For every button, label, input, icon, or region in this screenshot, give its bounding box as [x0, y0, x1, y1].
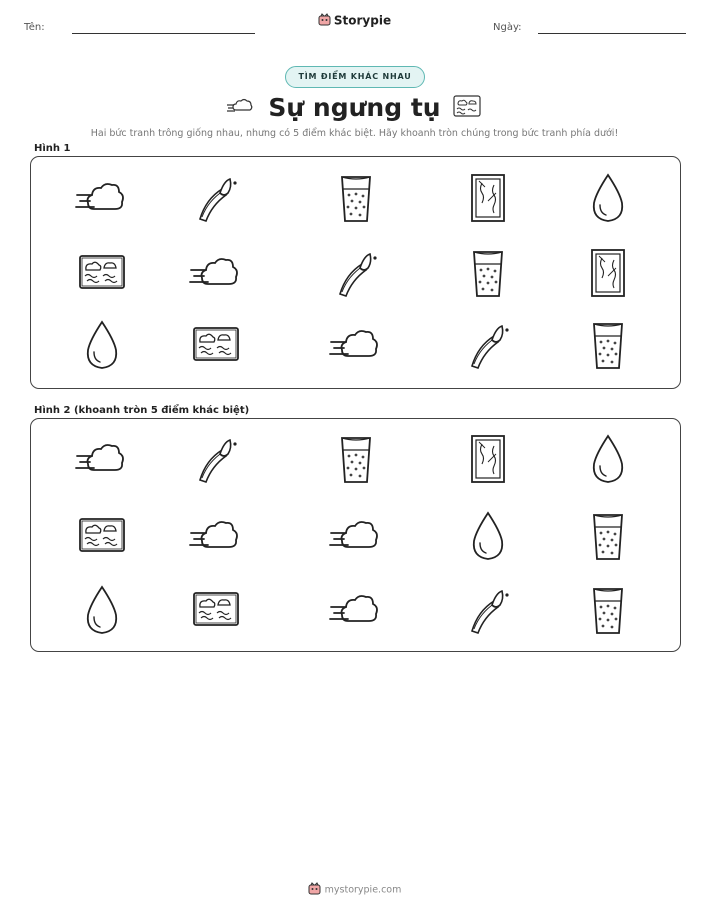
dripping-pipe-icon[interactable]	[186, 432, 246, 486]
water-glass-icon[interactable]	[458, 246, 518, 300]
weather-map-icon[interactable]	[186, 318, 246, 372]
name-line[interactable]	[72, 33, 255, 34]
worksheet-type-badge: TÌM ĐIỂM KHÁC NHAU	[285, 66, 425, 88]
picture2-label: Hình 2 (khoanh tròn 5 điểm khác biệt)	[34, 405, 250, 416]
water-drop-icon[interactable]	[72, 583, 132, 637]
weather-map-icon[interactable]	[72, 509, 132, 563]
storypie-logo-icon	[318, 13, 331, 29]
brand-name: Storypie	[333, 13, 392, 28]
foggy-window-icon[interactable]	[458, 432, 518, 486]
water-glass-icon[interactable]	[578, 509, 638, 563]
water-glass-icon[interactable]	[578, 318, 638, 372]
weather-map-icon	[453, 95, 481, 117]
water-drop-icon[interactable]	[458, 509, 518, 563]
foggy-window-icon[interactable]	[458, 171, 518, 225]
steam-cloud-icon[interactable]	[326, 509, 386, 563]
date-line[interactable]	[538, 33, 686, 34]
instructions: Hai bức tranh trông giống nhau, nhưng có 5 điểm khác biệt. Hãy khoanh tròn chúng trong bức tranh phía dưới!	[90, 128, 619, 139]
weather-map-icon[interactable]	[72, 246, 132, 300]
dripping-pipe-icon[interactable]	[186, 171, 246, 225]
water-drop-icon[interactable]	[72, 318, 132, 372]
steam-cloud-icon[interactable]	[72, 432, 132, 486]
picture1-label: Hình 1	[34, 143, 71, 154]
water-drop-icon[interactable]	[578, 171, 638, 225]
steam-cloud-icon[interactable]	[186, 509, 246, 563]
foggy-window-icon[interactable]	[578, 246, 638, 300]
water-glass-icon[interactable]	[326, 171, 386, 225]
steam-cloud-icon[interactable]	[326, 583, 386, 637]
storypie-logo-icon	[308, 882, 321, 898]
name-label: Tên:	[24, 22, 45, 33]
dripping-pipe-icon[interactable]	[458, 583, 518, 637]
steam-cloud-icon[interactable]	[326, 318, 386, 372]
dripping-pipe-icon[interactable]	[458, 318, 518, 372]
steam-cloud-icon[interactable]	[72, 171, 132, 225]
page-title: Sự ngưng tụ	[268, 93, 441, 122]
water-drop-icon[interactable]	[578, 432, 638, 486]
water-glass-icon[interactable]	[326, 432, 386, 486]
date-label: Ngày:	[493, 22, 522, 33]
dripping-pipe-icon[interactable]	[326, 246, 386, 300]
brand	[0, 13, 709, 29]
water-glass-icon[interactable]	[578, 583, 638, 637]
footer-url[interactable]: mystorypie.com	[324, 884, 402, 896]
steam-cloud-icon[interactable]	[186, 246, 246, 300]
footer	[0, 882, 709, 898]
weather-map-icon[interactable]	[186, 583, 246, 637]
